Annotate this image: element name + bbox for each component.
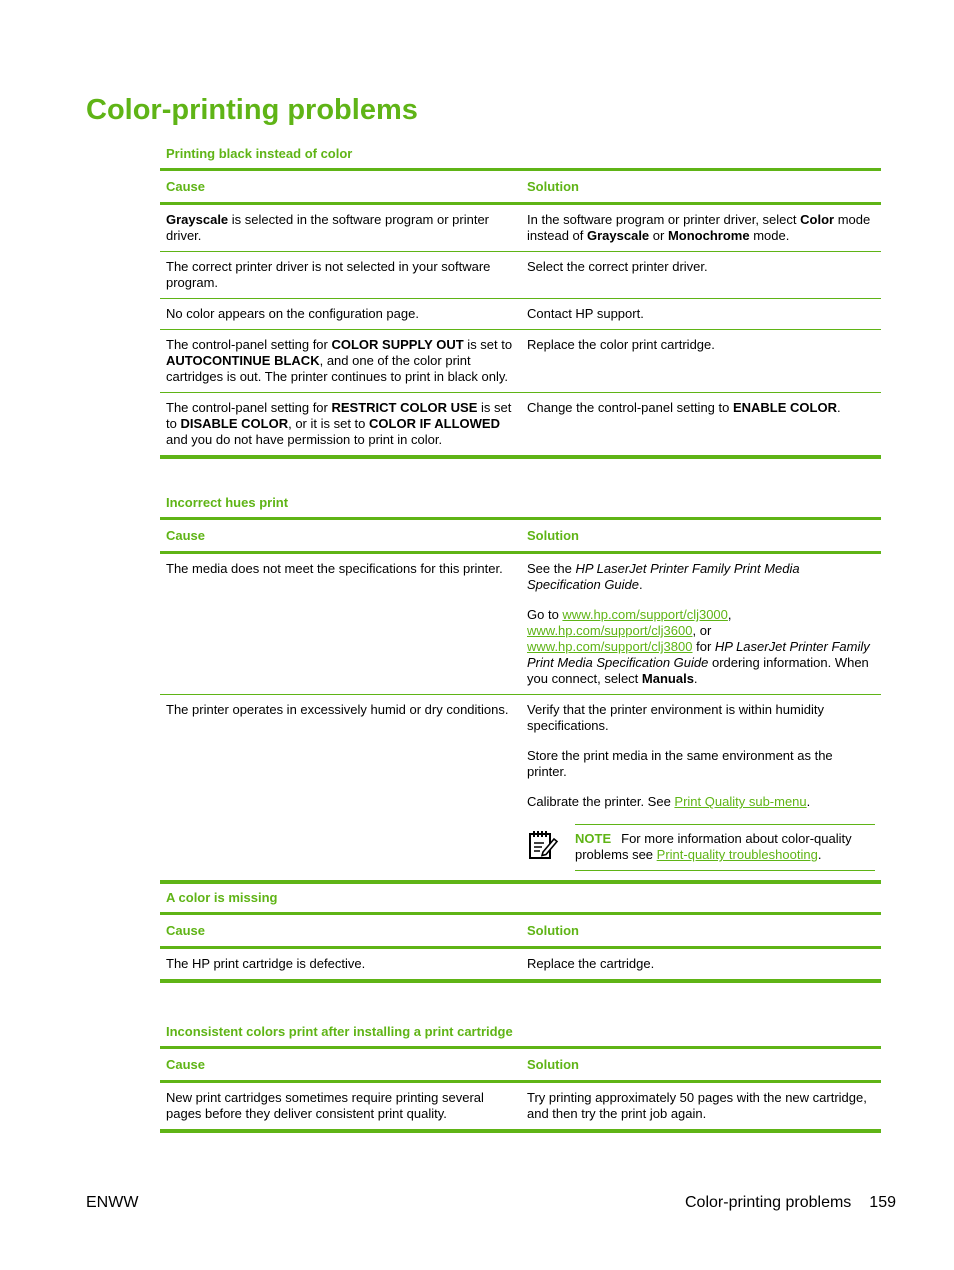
solution-cell: [521, 1082, 881, 1132]
text-run: The media does not meet the specifications for this printer.: [166, 561, 503, 576]
table-row: [160, 393, 881, 458]
table-row: [160, 553, 881, 695]
bold-term: Grayscale: [587, 228, 650, 243]
solution-paragraph: [527, 212, 875, 244]
table-row: [160, 948, 881, 982]
table-row: [160, 330, 881, 393]
section-incorrect-hues: [160, 495, 881, 884]
text-run: In the software program or printer driver, select: [527, 212, 801, 227]
solution-paragraph: [527, 400, 875, 416]
column-header-solution: Solution: [521, 914, 881, 948]
solution-paragraph: [527, 794, 875, 810]
note-text: [575, 824, 875, 871]
text-run: .: [806, 794, 811, 809]
footer-left-label: ENWW: [86, 1194, 139, 1211]
text-run: New print cartridges sometimes require printing several pages before they deliver consistent print quality.: [166, 1090, 484, 1121]
solution-paragraph: [527, 607, 875, 687]
solution-paragraph: [527, 748, 875, 780]
column-header-cause: Cause: [160, 1048, 521, 1082]
cause-cell: [160, 204, 521, 252]
text-run: Replace the cartridge.: [527, 956, 655, 971]
note-label: NOTE: [575, 831, 612, 846]
table-row: [160, 1082, 881, 1132]
bold-term: Grayscale: [166, 212, 229, 227]
cause-solution-table: [160, 168, 881, 459]
text-run: mode instead of: [527, 212, 871, 243]
page-title: Color-printing problems: [86, 94, 418, 126]
text-run: , or it is set to: [288, 416, 370, 431]
italic-title: HP LaserJet Printer Family Print Media Specification Guide: [527, 561, 800, 592]
solution-cell: [521, 553, 881, 695]
table-header-row: [160, 1048, 881, 1082]
column-header-solution: Solution: [521, 170, 881, 204]
solution-cell: [521, 948, 881, 982]
solution-paragraph: [527, 306, 875, 322]
text-run: for: [692, 639, 715, 654]
bold-term: ENABLE COLOR: [732, 400, 837, 415]
solution-cell: [521, 204, 881, 252]
solution-paragraph: [527, 561, 875, 593]
text-run: .: [836, 400, 841, 415]
text-run: mode.: [749, 228, 790, 243]
text-run: Contact HP support.: [527, 306, 644, 321]
hyperlink[interactable]: Print-quality troubleshooting: [656, 847, 818, 862]
solution-paragraph: [527, 702, 875, 734]
column-header-cause: Cause: [160, 914, 521, 948]
bold-term: Color: [800, 212, 835, 227]
bold-term: COLOR IF ALLOWED: [369, 416, 500, 431]
hyperlink[interactable]: www.hp.com/support/clj3800: [527, 639, 693, 654]
column-header-cause: Cause: [160, 519, 521, 553]
text-run: The control-panel setting for: [166, 400, 332, 415]
page-number: 159: [869, 1194, 896, 1211]
text-run: The control-panel setting for: [166, 337, 332, 352]
text-run: Verify that the printer environment is within humidity specifications.: [527, 702, 824, 733]
text-run: The printer operates in excessively humid or dry conditions.: [166, 702, 509, 717]
text-run: See the: [527, 561, 576, 576]
section-title: A color is missing: [166, 890, 278, 905]
section-title: Printing black instead of color: [166, 146, 353, 161]
solution-cell: [521, 330, 881, 393]
note-box: [527, 824, 875, 871]
text-run: , and one of the color print cartridges is out. The printer continues to print in black only.: [166, 353, 509, 384]
footer-chapter: Color-printing problems: [685, 1194, 852, 1211]
text-run: The HP print cartridge is defective.: [166, 956, 366, 971]
cause-cell: [160, 393, 521, 458]
cause-solution-table: [160, 517, 881, 884]
section-printing-black: [160, 146, 881, 459]
cause-cell: [160, 948, 521, 982]
note-pencil-icon: [527, 824, 575, 871]
text-run: , or: [692, 623, 712, 638]
solution-cell: [521, 299, 881, 330]
text-run: and you do not have permission to print in color.: [166, 432, 443, 447]
cause-cell: [160, 553, 521, 695]
table-row: [160, 695, 881, 883]
solution-paragraph: [527, 337, 875, 353]
cause-cell: [160, 695, 521, 883]
column-header-cause: Cause: [160, 170, 521, 204]
section-color-missing: [160, 890, 881, 983]
cause-cell: [160, 252, 521, 299]
text-run: Replace the color print cartridge.: [527, 337, 715, 352]
text-run: Change the control-panel setting to: [527, 400, 733, 415]
text-run: Select the correct printer driver.: [527, 259, 708, 274]
column-header-solution: Solution: [521, 519, 881, 553]
cause-cell: [160, 299, 521, 330]
text-run: .: [639, 577, 643, 592]
solution-paragraph: [527, 259, 875, 275]
bold-term: DISABLE COLOR: [180, 416, 289, 431]
hyperlink[interactable]: www.hp.com/support/clj3600: [527, 623, 693, 638]
cause-solution-table: [160, 1046, 881, 1133]
italic-title: HP LaserJet Printer Family Print Media Specification Guide: [527, 639, 870, 670]
solution-cell: [521, 252, 881, 299]
text-run: Store the print media in the same environment as the printer.: [527, 748, 833, 779]
cause-cell: [160, 330, 521, 393]
solution-paragraph: [527, 1090, 875, 1122]
text-run: Try printing approximately 50 pages with the new cartridge, and then try the print job again.: [527, 1090, 867, 1121]
text-run: Go to: [527, 607, 563, 622]
table-header-row: [160, 914, 881, 948]
table-row: [160, 299, 881, 330]
cause-solution-table: [160, 912, 881, 983]
solution-cell: [521, 695, 881, 883]
text-run: .: [817, 847, 822, 862]
hyperlink[interactable]: Print Quality sub-menu: [674, 794, 807, 809]
bold-term: RESTRICT COLOR USE: [331, 400, 478, 415]
solution-cell: [521, 393, 881, 458]
table-row: [160, 252, 881, 299]
bold-term: COLOR SUPPLY OUT: [331, 337, 464, 352]
text-run: .: [693, 671, 698, 686]
table-header-row: [160, 170, 881, 204]
bold-term: Manuals: [641, 671, 694, 686]
text-run: No color appears on the configuration page.: [166, 306, 419, 321]
text-run: For more information about color-quality problems see: [575, 831, 852, 862]
section-title: Inconsistent colors print after installing a print cartridge: [166, 1024, 513, 1039]
table-header-row: [160, 519, 881, 553]
column-header-solution: Solution: [521, 1048, 881, 1082]
section-inconsistent-colors: [160, 1024, 881, 1133]
table-row: [160, 204, 881, 252]
text-run: is set to: [463, 337, 513, 352]
text-run: is selected in the software program or printer driver.: [166, 212, 490, 243]
section-title: Incorrect hues print: [166, 495, 289, 510]
bold-term: AUTOCONTINUE BLACK: [166, 353, 320, 368]
cause-cell: [160, 1082, 521, 1132]
hyperlink[interactable]: www.hp.com/support/clj3000: [562, 607, 728, 622]
text-run: Calibrate the printer. See: [527, 794, 675, 809]
text-run: or: [649, 228, 668, 243]
text-run: The correct printer driver is not selected in your software program.: [166, 259, 491, 290]
text-run: is set to: [166, 400, 512, 431]
text-run: ,: [727, 607, 732, 622]
text-run: ordering information. When you connect, select: [527, 655, 869, 686]
solution-paragraph: [527, 956, 875, 972]
footer-right: [685, 1193, 896, 1213]
bold-term: Monochrome: [667, 228, 750, 243]
